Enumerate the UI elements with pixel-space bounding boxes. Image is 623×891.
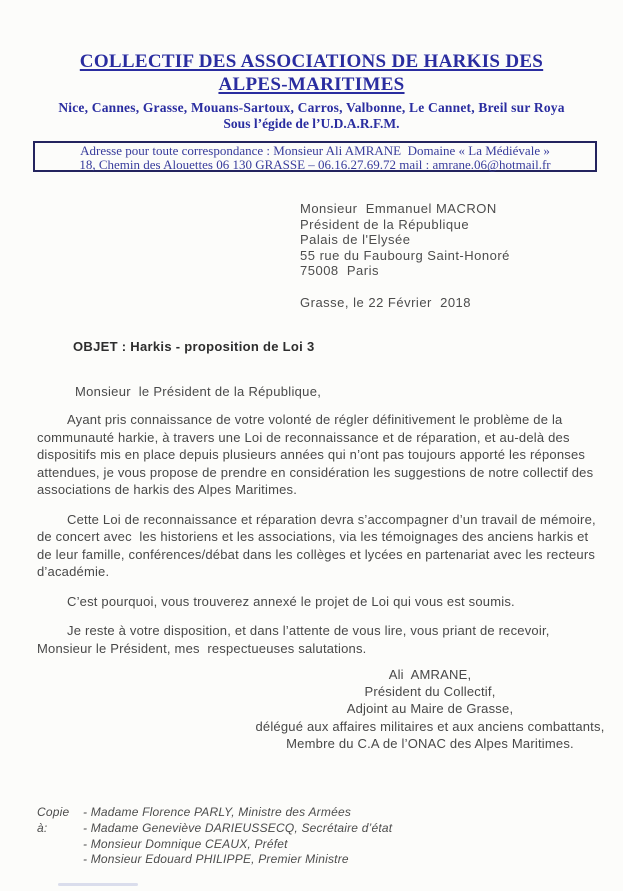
address-box-line2: 18, Chemin des Alouettes 06 130 GRASSE – 06.16.27.69.72 mail : amrane.06@hotmail.fr xyxy=(79,156,551,172)
salutation: Monsieur le Président de la République, xyxy=(75,384,322,399)
letter-body xyxy=(37,411,599,669)
address-box-line1: Adresse pour toute correspondance : Monsieur Ali AMRANE Domaine « La Médiévale » xyxy=(80,143,550,158)
signature-role-4: Membre du C.A de l’ONAC des Alpes Maritimes. xyxy=(286,735,574,751)
signature-block xyxy=(240,666,620,752)
copy-label: Copie à: xyxy=(37,805,73,835)
recipient-name: Monsieur Emmanuel MACRON xyxy=(300,201,497,216)
letterhead-title-line1: COLLECTIF DES ASSOCIATIONS DE HARKIS DES xyxy=(79,51,544,72)
signature-role-2: Adjoint au Maire de Grasse, xyxy=(346,701,514,717)
letterhead-title-line2: ALPES-MARITIMES xyxy=(218,74,405,95)
paragraph-4: Je reste à votre disposition, et dans l’attente de vous lire, vous priant de recevoir, Monsieur le Président, mes respectueuses salutations. xyxy=(37,623,554,656)
signature-name: Ali AMRANE, xyxy=(388,667,472,682)
letterhead-egide: Sous l’égide de l’U.D.A.R.F.M. xyxy=(223,116,400,131)
copy-item-1: - Madame Florence PARLY, Ministre des Armées xyxy=(83,805,352,819)
recipient-title: Président de la République xyxy=(300,216,470,232)
copy-block xyxy=(37,805,392,868)
correspondence-address-box xyxy=(33,141,597,172)
paragraph-1: Ayant pris connaissance de votre volonté de régler définitivement le problème de la communauté harkie, à travers une Loi de reconnaissance et de réparation, et au-delà des dispositifs mis en place depuis plusieurs années qui n’ont pas toujours apporté les réponses attendues, je vous propose de prendre en considération les suggestions de notre collectif des associations de harkis des Alpes Maritimes. xyxy=(37,412,598,497)
signature-role-3: délégué aux affaires militaires et aux anciens combattants, xyxy=(255,718,605,734)
scan-artifact xyxy=(58,883,138,886)
recipient-address-line2: 55 rue du Faubourg Saint-Honoré xyxy=(300,247,510,263)
letterhead-cities: Nice, Cannes, Grasse, Mouans-Sartoux, Carros, Valbonne, Le Cannet, Breil sur Roya xyxy=(58,100,565,115)
paragraph-3: C’est pourquoi, vous trouverez annexé le projet de Loi qui vous est soumis. xyxy=(67,593,515,609)
paragraph-2: Cette Loi de reconnaissance et réparation devra s’accompagner d’un travail de mémoire, de concert avec les historiens et les associations, via les témoignages des anciens harkis et de leur famille, conférences/débat dans les collèges et lycées en partenariat avec les recteurs d’académie. xyxy=(37,511,600,579)
signature-role-1: Président du Collectif, xyxy=(364,684,496,700)
subject-line: OBJET : Harkis - proposition de Loi 3 xyxy=(73,339,315,354)
letterhead xyxy=(0,50,623,131)
recipient-block xyxy=(300,201,510,279)
dateline: Grasse, le 22 Février 2018 xyxy=(300,295,472,310)
copy-item-3: - Monsieur Domnique CEAUX, Préfet xyxy=(83,836,288,851)
copy-item-2: - Madame Geneviève DARIEUSSECQ, Secrétaire d’état xyxy=(83,820,393,835)
copy-item-4: - Monsieur Edouard PHILIPPE, Premier Ministre xyxy=(83,852,349,867)
recipient-address-line3: 75008 Paris xyxy=(300,263,379,279)
recipient-address-line1: Palais de l'Elysée xyxy=(300,232,411,248)
copy-items xyxy=(83,805,392,868)
